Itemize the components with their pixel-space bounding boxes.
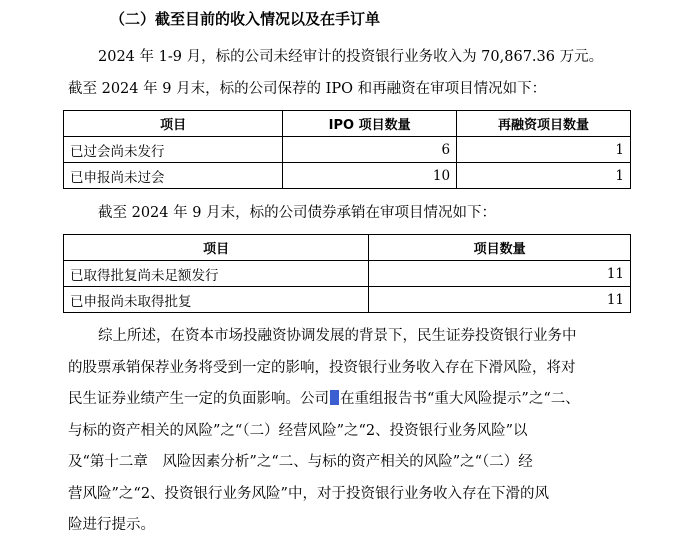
revenue-paragraph: 2024 年 1-9 月，标的公司未经审计的投资银行业务收入为 70,867.36 万元。: [98, 49, 604, 65]
table-cell: 1: [457, 163, 631, 189]
table-header: 项目数量: [369, 235, 631, 261]
text-cursor-icon: [330, 390, 339, 405]
bond-intro-paragraph: 截至 2024 年 9 月末，标的公司债券承销在审项目情况如下：: [98, 205, 497, 221]
section-heading: （二）截至目前的收入情况以及在手订单: [110, 10, 381, 28]
table-row: [64, 261, 631, 287]
table-header: 再融资项目数量: [457, 111, 631, 137]
table-cell: 已申报尚未过会: [64, 163, 283, 189]
table-cell: 11: [369, 287, 631, 313]
summary-line: 综上所述，在资本市场投融资协调发展的背景下，民生证券投资银行业务中: [98, 328, 577, 344]
summary-line: 险进行提示。: [68, 517, 155, 533]
summary-text: 在重组报告书“重大风险提示”之“二、: [340, 391, 580, 407]
table-header: 项目: [64, 235, 369, 261]
table-header-row: [64, 111, 631, 137]
summary-text: 民生证券业绩产生一定的负面影响。公司: [68, 391, 329, 407]
table-cell: 1: [457, 137, 631, 163]
table-header: 项目: [64, 111, 283, 137]
table-cell: 已过会尚未发行: [64, 137, 283, 163]
table-cell: 已申报尚未取得批复: [64, 287, 369, 313]
ipo-projects-table: [63, 110, 631, 189]
table-row: [64, 287, 631, 313]
table-cell: 11: [369, 261, 631, 287]
table-row: [64, 163, 631, 189]
table-cell: 6: [283, 137, 457, 163]
summary-line: 及“第十二章 风险因素分析”之“二、与标的资产相关的风险”之“（二）经: [68, 454, 533, 470]
table-cell: 10: [283, 163, 457, 189]
summary-paragraph: [68, 321, 633, 542]
ipo-intro-paragraph: 截至 2024 年 9 月末，标的公司保荐的 IPO 和再融资在审项目情况如下：: [68, 81, 547, 97]
summary-line: 与标的资产相关的风险”之“（二）经营风险”之“2、投资银行业务风险”以: [68, 422, 528, 439]
bond-projects-table: [63, 234, 631, 313]
table-row: [64, 137, 631, 163]
table-header-row: [64, 235, 631, 261]
summary-line: 营风险”之“2、投资银行业务风险”中，对于投资银行业务收入存在下滑的风: [68, 485, 549, 502]
summary-line: [68, 384, 633, 416]
table-header: IPO 项目数量: [283, 111, 457, 137]
summary-line: 的股票承销保荐业务将受到一定的影响，投资银行业务收入存在下滑风险，将对: [68, 359, 576, 376]
table-cell: 已取得批复尚未足额发行: [64, 261, 369, 287]
